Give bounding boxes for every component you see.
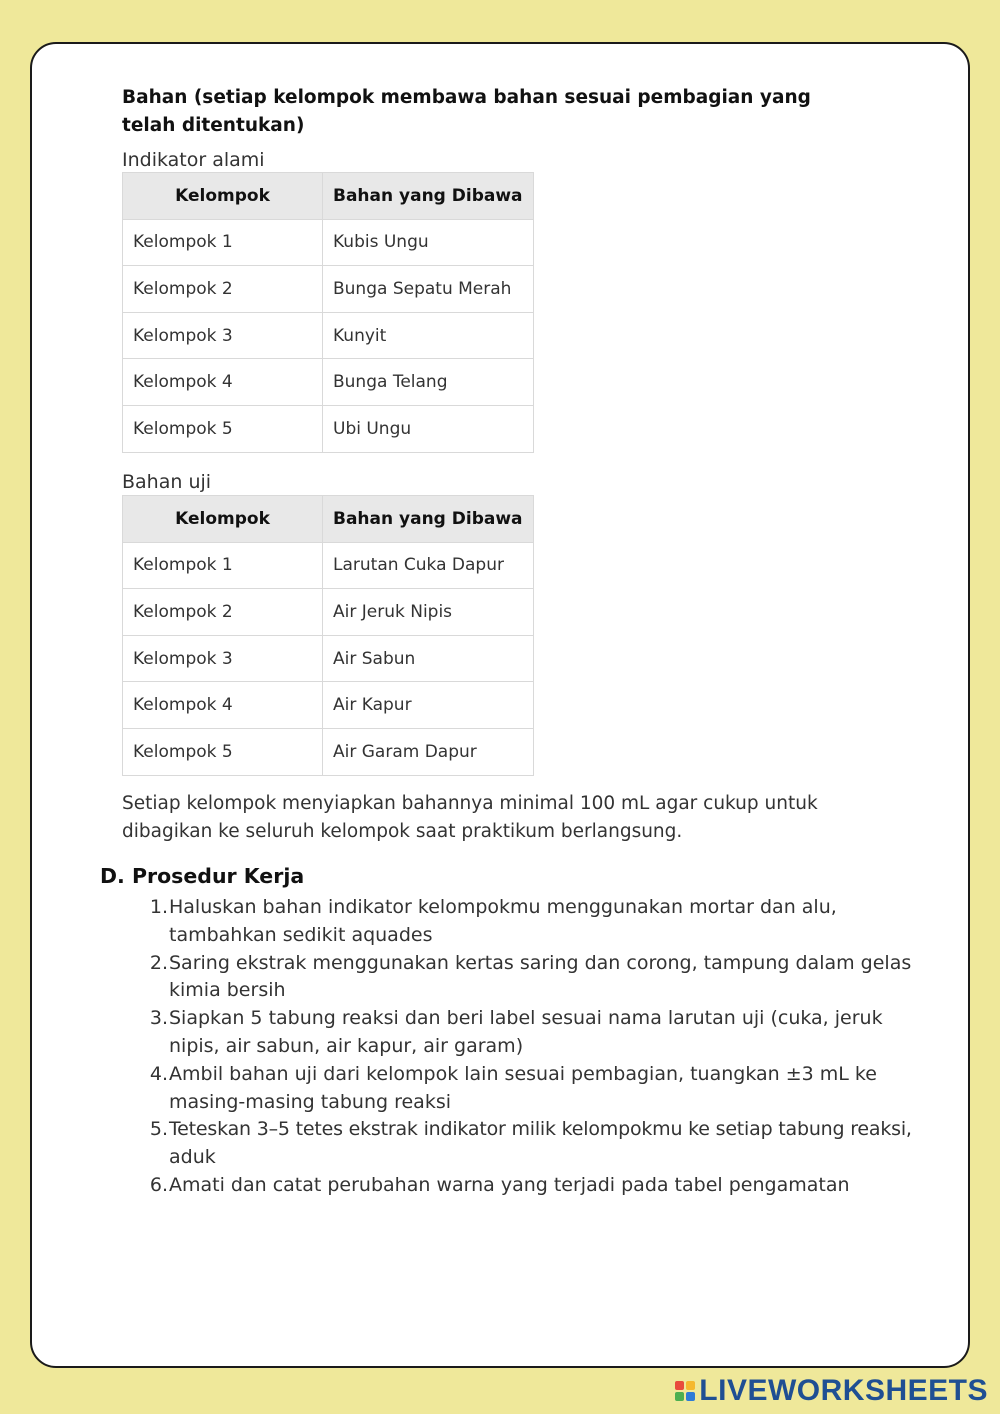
material-cell: Ubi Ungu (323, 405, 534, 452)
table-row (123, 635, 534, 682)
group-cell: Kelompok 5 (123, 728, 323, 775)
logo-square-blue (686, 1392, 695, 1401)
step-number: 2. (149, 951, 168, 974)
table-row (123, 542, 534, 589)
logo-square-red (675, 1381, 684, 1390)
group-cell: Kelompok 4 (123, 682, 323, 729)
list-item (142, 894, 912, 950)
test-materials-table (122, 495, 534, 776)
step-number: 1. (149, 896, 168, 918)
natural-indicator-table (122, 172, 534, 453)
materials-heading: Bahan (setiap kelompok membawa bahan sesuai pembagian yang telah ditentukan) (122, 87, 811, 136)
group-cell: Kelompok 2 (123, 266, 323, 313)
table-row (123, 682, 534, 729)
group-cell: Kelompok 4 (123, 359, 323, 406)
liveworksheets-wordmark: LIVEWORKSHEETS (699, 1374, 988, 1407)
procedure-steps (142, 894, 912, 1200)
step-line: Teteskan 3–5 tetes ekstrak indikator milik kelompokmu ke setiap tabung reaksi, (169, 1118, 912, 1141)
step-text (168, 950, 912, 1006)
list-item (142, 1061, 912, 1117)
step-number: 4. (149, 1062, 168, 1085)
list-item (142, 950, 912, 1006)
material-cell: Air Garam Dapur (323, 728, 534, 775)
material-cell: Kubis Ungu (323, 219, 534, 266)
step-text (168, 1172, 912, 1200)
step-line: aduk (169, 1146, 216, 1169)
logo-square-green (675, 1392, 684, 1401)
step-line: masing-masing tabung reaksi (169, 1090, 452, 1113)
material-cell: Larutan Cuka Dapur (323, 542, 534, 589)
column-header-group: Kelompok (123, 173, 323, 220)
step-number: 3. (149, 1007, 168, 1030)
group-cell: Kelompok 1 (123, 542, 323, 589)
test-materials-caption: Bahan uji (122, 471, 212, 493)
table-row (123, 589, 534, 636)
step-line: Saring ekstrak menggunakan kertas saring dan corong, tampung dalam gelas (169, 951, 912, 974)
group-cell: Kelompok 3 (123, 635, 323, 682)
table-row (123, 266, 534, 313)
group-cell: Kelompok 2 (123, 589, 323, 636)
step-line: Haluskan bahan indikator kelompokmu menggunakan mortar dan alu, (169, 896, 837, 918)
logo-square-yellow (686, 1381, 695, 1390)
table-row (123, 312, 534, 359)
section-title-procedure: D. Prosedur Kerja (100, 864, 305, 888)
step-text (168, 1005, 912, 1061)
group-cell: Kelompok 3 (123, 312, 323, 359)
step-line: Ambil bahan uji dari kelompok lain sesuai pembagian, tuangkan ±3 mL ke (169, 1062, 877, 1085)
table-header-row (123, 496, 534, 543)
step-line: Siapkan 5 tabung reaksi dan beri label sesuai nama larutan uji (cuka, jeruk (169, 1007, 883, 1030)
step-line: tambahkan sedikit aquades (169, 923, 433, 946)
list-item (142, 1172, 912, 1200)
step-line: Amati dan catat perubahan warna yang terjadi pada tabel pengamatan (169, 1173, 850, 1196)
liveworksheets-logo-icon (675, 1381, 695, 1401)
step-text (168, 1061, 912, 1117)
table-row (123, 728, 534, 775)
column-header-material: Bahan yang Dibawa (323, 173, 534, 220)
table-row (123, 219, 534, 266)
step-text (168, 1116, 912, 1172)
step-line: kimia bersih (169, 979, 286, 1002)
group-cell: Kelompok 1 (123, 219, 323, 266)
table-row (123, 405, 534, 452)
preparation-note: Setiap kelompok menyiapkan bahannya minimal 100 mL agar cukup untuk dibagikan ke seluruh kelompok saat praktikum berlangsung. (122, 793, 818, 842)
material-cell: Air Kapur (323, 682, 534, 729)
list-item (142, 1116, 912, 1172)
list-item (142, 1005, 912, 1061)
column-header-material: Bahan yang Dibawa (323, 496, 534, 543)
material-cell: Bunga Sepatu Merah (323, 266, 534, 313)
table-header-row (123, 173, 534, 220)
column-header-group: Kelompok (123, 496, 323, 543)
worksheet-page (30, 42, 970, 1368)
material-cell: Kunyit (323, 312, 534, 359)
material-cell: Air Sabun (323, 635, 534, 682)
step-line: nipis, air sabun, air kapur, air garam) (169, 1034, 524, 1057)
group-cell: Kelompok 5 (123, 405, 323, 452)
step-number: 5. (149, 1118, 168, 1141)
step-text (168, 894, 912, 950)
material-cell: Air Jeruk Nipis (323, 589, 534, 636)
liveworksheets-brand[interactable] (675, 1374, 988, 1408)
natural-indicator-caption: Indikator alami (122, 149, 265, 171)
material-cell: Bunga Telang (323, 359, 534, 406)
table-row (123, 359, 534, 406)
step-number: 6. (149, 1173, 168, 1196)
